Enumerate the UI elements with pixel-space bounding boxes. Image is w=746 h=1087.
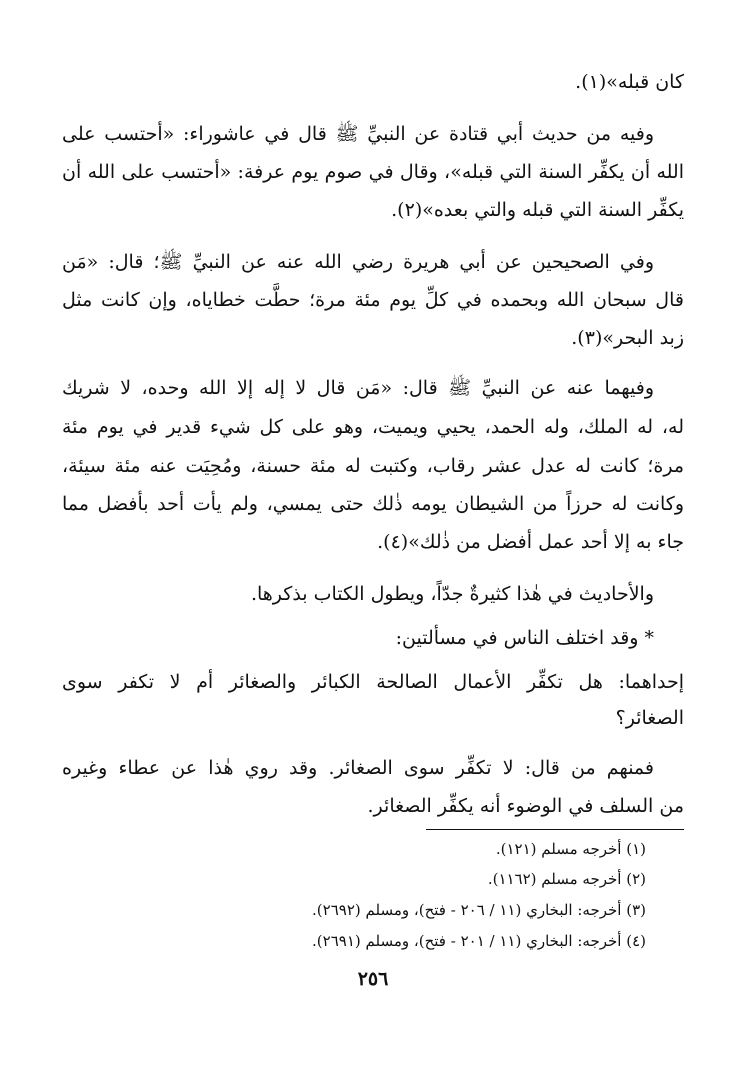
footnote-separator [426, 829, 684, 830]
body-line: وفيهما عنه عن النبيِّ ﷺ قال: «مَن قال لا إله إلا الله وحده، لا شريك [62, 377, 654, 399]
body-line: كان قبله»(١). [575, 71, 684, 93]
body-line: وفيه من حديث أبي قتادة عن النبيِّ ﷺ قال في عاشوراء: «أحتسب على [62, 123, 654, 145]
body-line: وكانت له حرزاً من الشيطان يومه ذٰلك حتى يمسي، ولم يأت أحد بأفضل مما [62, 493, 684, 515]
body-line: والأحاديث في هٰذا كثيرةٌ جدّاً، ويطول الكتاب بذكرها. [250, 583, 654, 605]
body-line: مرة؛ كانت له عدل عشر رقاب، وكتبت له مئة حسنة، ومُحِيَت عنه مئة سيئة، [62, 455, 684, 477]
body-line: من السلف في الوضوء أنه يكفِّر الصغائر. [367, 795, 684, 817]
body-line: الله أن يكفِّر السنة التي قبله»، وقال في صوم يوم عرفة: «أحتسب على الله أن [62, 161, 684, 183]
body-line: الصغائر؟ [615, 707, 684, 729]
footnote: (٤) أخرجه: البخاري (١١ / ٢٠١ - فتح)، ومسلم (٢٦٩١). [312, 932, 646, 950]
footnote: (٣) أخرجه: البخاري (١١ / ٢٠٦ - فتح)، ومسلم (٢٦٩٢). [312, 901, 646, 919]
body-line: جاء به إلا أحد عمل أفضل من ذٰلك»(٤). [377, 531, 684, 553]
footnote: (١) أخرجه مسلم (١٢١). [495, 840, 646, 858]
body-line: * وقد اختلف الناس في مسألتين: [395, 627, 654, 649]
body-line: فمنهم من قال: لا تكفِّر سوى الصغائر. وقد روي هٰذا عن عطاء وغيره [62, 757, 654, 779]
footnote: (٢) أخرجه مسلم (١١٦٢). [487, 870, 646, 888]
body-line: وفي الصحيحين عن أبي هريرة رضي الله عنه عن النبيِّ ﷺ؛ قال: «مَن [62, 251, 654, 273]
page-number: ٢٥٦ [357, 968, 389, 990]
body-line: زبد البحر»(٣). [571, 327, 684, 349]
body-line: قال سبحان الله وبحمده في كلِّ يوم مئة مرة؛ حطَّت خطاياه، وإن كانت مثل [62, 289, 684, 311]
body-line: إحداهما: هل تكفِّر الأعمال الصالحة الكبائر والصغائر أم لا تكفر سوى [62, 671, 684, 693]
body-line: له، له الملك، وله الحمد، يحيي ويميت، وهو على كل شيء قدير في يوم مئة [62, 416, 684, 438]
body-line: يكفِّر السنة التي قبله والتي بعده»(٢). [391, 199, 684, 221]
